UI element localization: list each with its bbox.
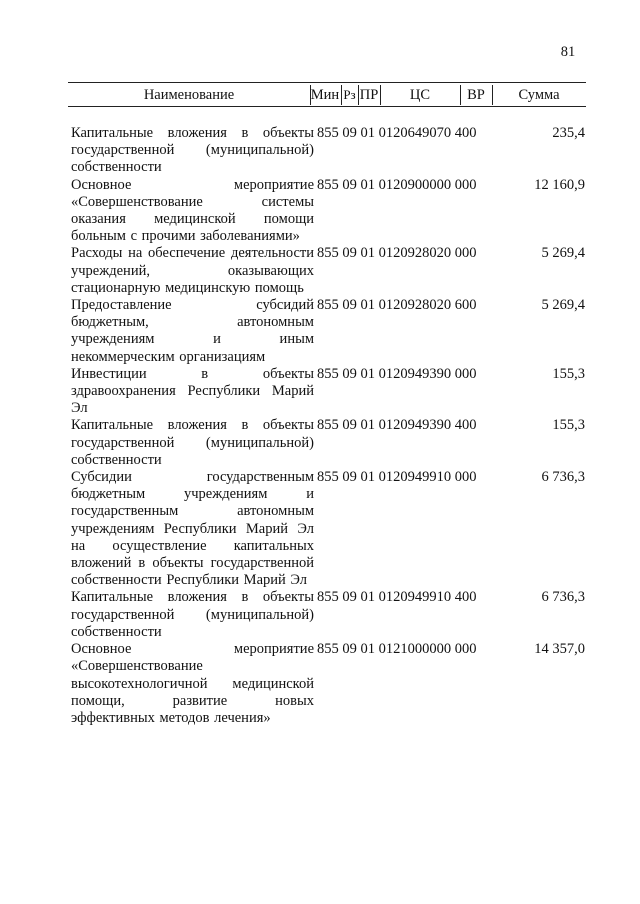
table-header (68, 85, 586, 105)
row-codes: 855 09 01 0120928020 600 (317, 297, 477, 314)
row-codes: 855 09 01 0120928020 000 (317, 245, 477, 262)
table-header-rule (68, 106, 586, 107)
row-name: Инвестиции в объекты здравоохранения Республики Марий Эл (71, 365, 314, 417)
table-row (0, 417, 640, 469)
row-name: Капитальные вложения в объекты государственной (муниципальной) собственности (71, 125, 314, 176)
row-sum: 5 269,4 (541, 245, 585, 262)
table-body (0, 125, 640, 727)
table-row (0, 125, 640, 177)
row-codes: 855 09 01 0120649070 400 (317, 125, 477, 141)
row-codes: 855 09 01 0120949910 400 (317, 589, 477, 606)
row-codes: 855 09 01 0120900000 000 (317, 176, 477, 193)
table-row (0, 366, 640, 418)
row-sum: 5 269,4 (541, 297, 585, 314)
row-name: Основное мероприятие «Совершенствование системы оказания медицинской помощи больным с прочими заболеваниями» (71, 176, 314, 245)
row-name: Капитальные вложения в объекты государственной (муниципальной) собственности (71, 589, 314, 640)
row-sum: 235,4 (552, 125, 585, 141)
row-codes: 855 09 01 0121000000 000 (317, 641, 477, 658)
row-codes: 855 09 01 0120949910 000 (317, 469, 477, 486)
table-row (0, 469, 640, 589)
row-codes: 855 09 01 0120949390 400 (317, 417, 477, 434)
header-sum: Сумма (518, 87, 560, 103)
row-name: Капитальные вложения в объекты государственной (муниципальной) собственности (71, 417, 314, 468)
header-rz: Рз (343, 87, 356, 102)
table-top-rule (68, 82, 586, 83)
row-codes: 855 09 01 0120949390 000 (317, 365, 477, 382)
header-vr: ВР (467, 87, 485, 103)
table-row (0, 245, 640, 297)
row-name: Субсидии государственным бюджетным учреждениям и государственным автономным учреждениям Республики Марий Эл на осуществление капитальных вложений в объекты государственной собственности Республики Марий Эл (71, 469, 314, 589)
row-sum: 6 736,3 (541, 469, 585, 486)
table-row (0, 589, 640, 641)
row-name: Основное мероприятие «Совершенствование высокотехнологичной медицинской помощи, развитие новых эффективных методов лечения» (71, 641, 314, 726)
row-sum: 155,3 (552, 417, 585, 434)
row-name: Расходы на обеспечение деятельности учреждений, оказывающих стационарную медицинскую помощь (71, 245, 314, 296)
page-number: 81 (560, 44, 576, 60)
row-sum: 6 736,3 (541, 589, 585, 606)
row-sum: 155,3 (552, 365, 585, 382)
header-cs: ЦС (409, 87, 431, 103)
table-row (0, 641, 640, 727)
header-pr: ПР (359, 87, 379, 103)
header-name: Наименование (143, 87, 235, 103)
row-sum: 12 160,9 (534, 176, 585, 193)
header-min: Мин (310, 87, 340, 103)
table-row (0, 297, 640, 366)
table-row (0, 177, 640, 246)
row-sum: 14 357,0 (534, 641, 585, 658)
row-name: Предоставление субсидий бюджетным, автономным учреждениям и иным некоммерческим организациям (71, 297, 314, 365)
